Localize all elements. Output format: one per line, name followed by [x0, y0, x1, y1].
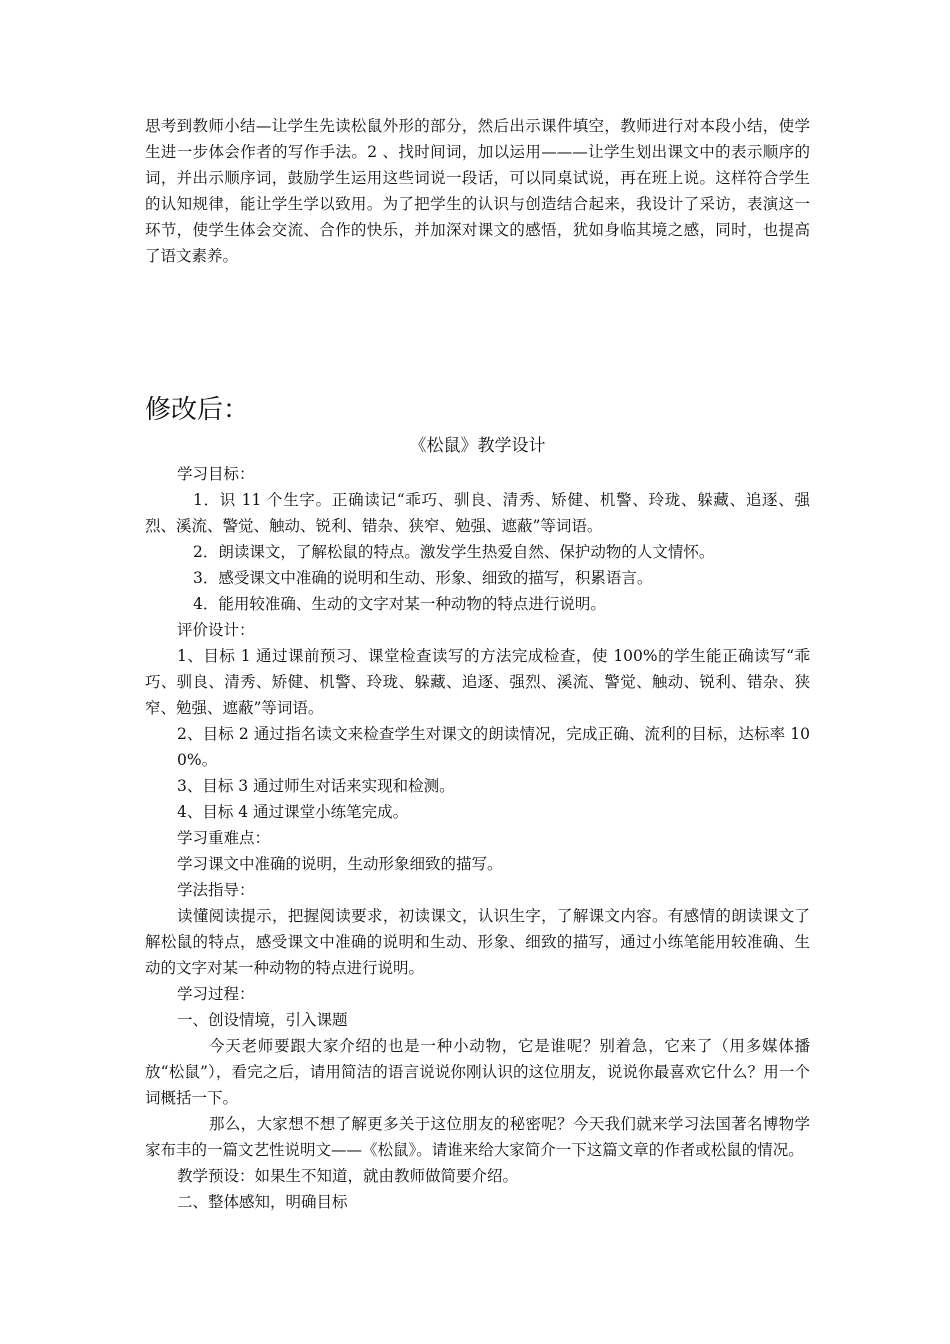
process-step1-para1: 今天老师要跟大家介绍的也是一种小动物，它是谁呢？别着急，它来了（用多媒体播放“松鼠”），看完之后，请用简洁的语言说说你刚认识的这位朋友，说说你最喜欢它什么？用一个词概括一下。 — [145, 1037, 810, 1107]
intro-paragraph: 思考到教师小结—让学生先读松鼠外形的部分，然后出示课件填空，教师进行对本段小结，使学生进一步体会作者的写作手法。2 、找时间词，加以运用———让学生划出课文中的表示顺序的词，并出示顺序词，鼓励学生运用这些词说一段话，可以同桌试说，再在班上说。这样符合学生的认知规律，能让学生学以致用。为了把学生的认识与创造结合起来，我设计了采访，表演这一环节，使学生体会交流、合作的快乐，并加深对课文的感悟，犹如身临其境之感，同时，也提高了语文素养。 — [145, 117, 810, 265]
process-preset: 教学预设：如果生不知道，就由教师做简要介绍。 — [177, 1167, 519, 1185]
method-text: 读懂阅读提示，把握阅读要求，初读课文，认识生字，了解课文内容。有感情的朗读课文了解松鼠的特点，感受课文中准确的说明和生动、形象、细致的描写，通过小练笔能用较准确、生动的文字对某一种动物的特点进行说明。 — [145, 907, 810, 977]
intro-block — [145, 113, 810, 263]
process-step2-title: 二、整体感知，明确目标 — [177, 1193, 348, 1211]
evaluation-heading: 评价设计： — [177, 621, 255, 639]
objective-item-1: 1．识 11 个生字。正确读记“乖巧、驯良、清秀、矫健、机警、玲珑、躲藏、追逐、强烈、溪流、警觉、触动、锐利、错杂、狭窄、勉强、遮蔽”等词语。 — [145, 491, 810, 535]
evaluation-item-4: 4、目标 4 通过课堂小练笔完成。 — [177, 803, 409, 821]
method-heading: 学法指导： — [177, 881, 255, 899]
section-heading: 修改后： — [145, 395, 250, 425]
process-step1-title: 一、创设情境，引入课题 — [177, 1011, 348, 1029]
objective-item-4: 4．能用较准确、生动的文字对某一种动物的特点进行说明。 — [193, 595, 606, 613]
document-page — [145, 113, 810, 1215]
objective-item-3: 3．感受课文中准确的说明和生动、形象、细致的描写，积累语言。 — [193, 569, 653, 587]
process-heading: 学习过程： — [177, 985, 255, 1003]
document-title: 《松鼠》教学设计 — [409, 436, 546, 456]
evaluation-item-1: 1、目标 1 通过课前预习、课堂检查读写的方法完成检查，使 100%的学生能正确读写“乖巧、驯良、清秀、矫健、机警、玲珑、躲藏、追逐、强烈、溪流、警觉、触动、锐利、错杂、狭窄、勉强、遮蔽”等词语。 — [145, 647, 810, 717]
objective-item-2: 2．朗读课文，了解松鼠的特点。激发学生热爱自然、保护动物的人文情怀。 — [193, 543, 715, 561]
difficulty-heading: 学习重难点： — [177, 829, 271, 847]
difficulty-text: 学习课文中准确的说明，生动形象细致的描写。 — [177, 855, 503, 873]
process-step1-para2: 那么，大家想不想了解更多关于这位朋友的秘密呢？今天我们就来学习法国著名博物学家布丰的一篇文艺性说明文——《松鼠》。请谁来给大家简介一下这篇文章的作者或松鼠的情况。 — [145, 1115, 810, 1159]
page-gap — [145, 263, 810, 393]
evaluation-item-3: 3、目标 3 通过师生对话来实现和检测。 — [177, 777, 455, 795]
evaluation-item-2: 2、目标 2 通过指名读文来检查学生对课文的朗读情况，完成正确、流利的目标，达标率 100%。 — [177, 725, 810, 769]
objectives-heading: 学习目标： — [177, 465, 255, 483]
